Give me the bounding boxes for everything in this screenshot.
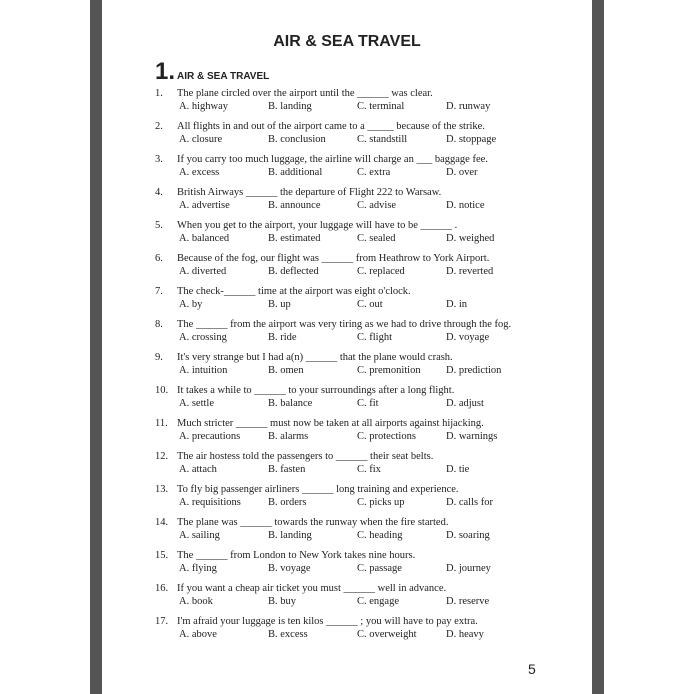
answer-option[interactable]: C. picks up [357, 497, 405, 508]
question-item [155, 120, 545, 146]
answer-option[interactable]: A. by [179, 299, 203, 310]
question-item [155, 384, 545, 410]
question-list [155, 87, 545, 648]
answer-option[interactable]: D. reverted [446, 266, 494, 277]
answer-option[interactable]: A. attach [179, 464, 217, 475]
question-text: The check-______ time at the airport was eight o'clock. [177, 286, 411, 297]
question-text: Much stricter ______ must now be taken at all airports against hijacking. [177, 418, 484, 429]
question-item [155, 516, 545, 542]
answer-option[interactable]: A. requisitions [179, 497, 241, 508]
question-number: 9. [155, 352, 163, 363]
question-text: The air hostess told the passengers to ______ their seat belts. [177, 451, 434, 462]
section-number: 1. [155, 58, 176, 85]
question-number: 2. [155, 121, 163, 132]
question-number: 1. [155, 88, 163, 99]
question-item [155, 219, 545, 245]
answer-option[interactable]: A. book [179, 596, 213, 607]
question-text: The ______ from London to New York takes nine hours. [177, 550, 416, 561]
question-number: 14. [155, 517, 169, 528]
answer-option[interactable]: D. calls for [446, 497, 493, 508]
question-number: 5. [155, 220, 163, 231]
answer-option[interactable]: D. heavy [446, 629, 484, 640]
answer-option[interactable]: C. overweight [357, 629, 417, 640]
question-number: 10. [155, 385, 169, 396]
answer-option[interactable]: B. balance [268, 398, 313, 409]
answer-option[interactable]: D. soaring [446, 530, 490, 541]
answer-option[interactable]: C. out [357, 299, 383, 310]
answer-option[interactable]: A. intuition [179, 365, 228, 376]
left-border [90, 0, 102, 694]
answer-option[interactable]: C. advise [357, 200, 397, 211]
answer-option[interactable]: A. balanced [179, 233, 230, 244]
question-number: 7. [155, 286, 163, 297]
question-text: Because of the fog, our flight was ______ from Heathrow to York Airport. [177, 253, 490, 264]
question-item [155, 582, 545, 608]
answer-option[interactable]: B. announce [268, 200, 321, 211]
answer-option[interactable]: C. terminal [357, 101, 405, 112]
question-number: 17. [155, 616, 169, 627]
page-title: AIR & SEA TRAVEL [273, 33, 421, 50]
answer-option[interactable]: C. flight [357, 332, 393, 343]
answer-option[interactable]: D. voyage [446, 332, 490, 343]
section-heading [155, 58, 269, 86]
answer-option[interactable]: C. premonition [357, 365, 421, 376]
question-number: 6. [155, 253, 163, 264]
question-number: 16. [155, 583, 169, 594]
answer-option[interactable]: B. buy [268, 596, 297, 607]
question-item [155, 87, 545, 113]
answer-option[interactable]: D. prediction [446, 365, 502, 376]
question-number: 11. [155, 418, 168, 429]
question-item [155, 483, 545, 509]
answer-option[interactable]: D. tie [446, 464, 470, 475]
question-text: The ______ from the airport was very tiring as we had to drive through the fog. [177, 319, 512, 330]
answer-option[interactable]: B. additional [268, 167, 323, 178]
question-text: All flights in and out of the airport came to a _____ because of the strike. [177, 121, 485, 132]
answer-option[interactable]: D. in [446, 299, 467, 310]
question-item [155, 186, 545, 212]
answer-option[interactable]: A. settle [179, 398, 214, 409]
answer-option[interactable]: B. fasten [268, 464, 306, 475]
answer-option[interactable]: A. above [179, 629, 217, 640]
answer-option[interactable]: B. deflected [268, 266, 319, 277]
answer-option[interactable]: B. up [268, 299, 291, 310]
answer-option[interactable]: B. estimated [268, 233, 321, 244]
answer-option[interactable]: A. sailing [179, 530, 220, 541]
question-item [155, 351, 545, 377]
question-text: It's very strange but I had a(n) ______ that the plane would crash. [177, 352, 453, 363]
answer-option[interactable]: C. passage [357, 563, 402, 574]
question-text: When you get to the airport, your luggage will have to be ______ . [177, 220, 458, 231]
question-number: 13. [155, 484, 169, 495]
answer-option[interactable]: D. over [446, 167, 478, 178]
question-number: 12. [155, 451, 169, 462]
answer-option[interactable]: C. fit [357, 398, 379, 409]
answer-option[interactable]: B. orders [268, 497, 307, 508]
question-text: It takes a while to ______ to your surroundings after a long flight. [177, 385, 455, 396]
question-item [155, 417, 545, 443]
answer-option[interactable]: B. landing [268, 530, 312, 541]
answer-option[interactable]: C. protections [357, 431, 416, 442]
answer-option[interactable]: D. notice [446, 200, 485, 211]
answer-option[interactable]: A. flying [179, 563, 217, 574]
question-text: British Airways ______ the departure of Flight 222 to Warsaw. [177, 187, 442, 198]
answer-option[interactable]: D. adjust [446, 398, 484, 409]
question-item [155, 252, 545, 278]
question-item [155, 549, 545, 575]
answer-option[interactable]: A. advertise [179, 200, 230, 211]
answer-option[interactable]: B. landing [268, 101, 312, 112]
right-border [592, 0, 604, 694]
answer-option[interactable]: A. crossing [179, 332, 227, 343]
answer-option[interactable]: C. heading [357, 530, 403, 541]
answer-option[interactable]: D. journey [446, 563, 491, 574]
answer-option[interactable]: C. extra [357, 167, 391, 178]
answer-option[interactable]: D. weighed [446, 233, 495, 244]
answer-option[interactable]: B. conclusion [268, 134, 326, 145]
answer-option[interactable]: A. diverted [179, 266, 227, 277]
question-text: To fly big passenger airliners ______ long training and experience. [177, 484, 459, 495]
answer-option[interactable]: A. highway [179, 101, 228, 112]
answer-option[interactable]: D. stoppage [446, 134, 497, 145]
question-text: The plane was ______ towards the runway when the fire started. [177, 517, 449, 528]
question-number: 4. [155, 187, 163, 198]
answer-option[interactable]: B. ride [268, 332, 297, 343]
answer-option[interactable]: A. closure [179, 134, 223, 145]
answer-option[interactable]: B. excess [268, 629, 308, 640]
question-number: 8. [155, 319, 163, 330]
answer-option[interactable]: B. voyage [268, 563, 311, 574]
section-label: AIR & SEA TRAVEL [177, 71, 270, 82]
answer-option[interactable]: B. alarms [268, 431, 309, 442]
answer-option[interactable]: A. precautions [179, 431, 241, 442]
question-number: 3. [155, 154, 163, 165]
question-text: I'm afraid your luggage is ten kilos ______ ; you will have to pay extra. [177, 616, 478, 627]
answer-option[interactable]: D. warnings [446, 431, 498, 442]
question-item [155, 318, 545, 344]
answer-option[interactable]: C. sealed [357, 233, 396, 244]
question-text: If you want a cheap air ticket you must ______ well in advance. [177, 583, 447, 594]
question-number: 15. [155, 550, 169, 561]
answer-option[interactable]: D. reserve [446, 596, 490, 607]
answer-option[interactable]: C. replaced [357, 266, 405, 277]
answer-option[interactable]: C. engage [357, 596, 399, 607]
question-item [155, 615, 545, 641]
answer-option[interactable]: D. runway [446, 101, 491, 112]
answer-option[interactable]: C. fix [357, 464, 381, 475]
question-text: The plane circled over the airport until the ______ was clear. [177, 88, 433, 99]
answer-option[interactable]: A. excess [179, 167, 220, 178]
answer-option[interactable]: B. omen [268, 365, 304, 376]
question-item [155, 285, 545, 311]
question-item [155, 153, 545, 179]
question-item [155, 450, 545, 476]
page-number: 5 [528, 661, 536, 677]
answer-option[interactable]: C. standstill [357, 134, 408, 145]
question-text: If you carry too much luggage, the airline will charge an ___ baggage fee. [177, 154, 488, 165]
